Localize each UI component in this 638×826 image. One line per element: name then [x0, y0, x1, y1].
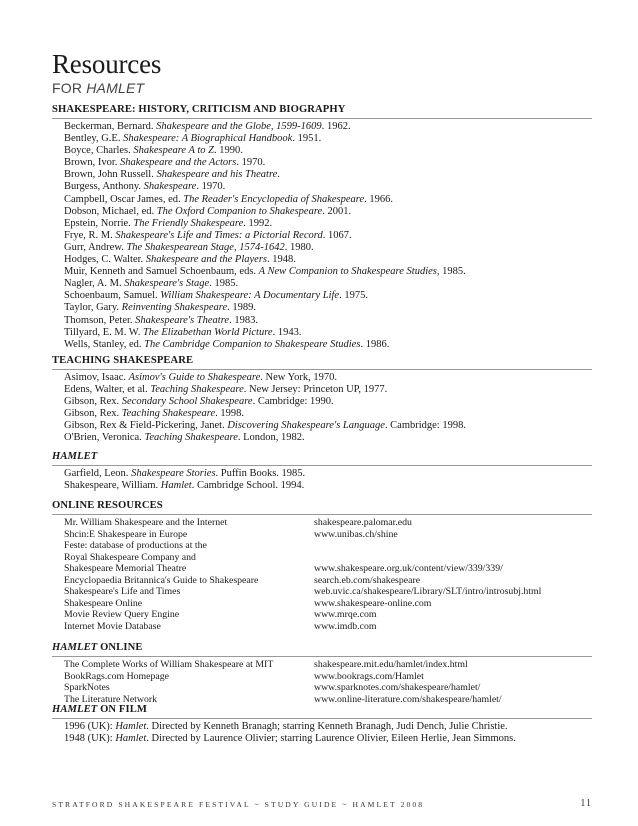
resource-name: Feste: database of productions at the — [64, 540, 207, 551]
section-heading: SHAKESPEARE: HISTORY, CRITICISM AND BIOGRAPHY — [52, 104, 346, 115]
entry-text: , 1985. — [436, 266, 466, 278]
list-item — [64, 302, 592, 314]
resource-name: The Complete Works of William Shakespeare at MIT — [64, 659, 274, 670]
resource-url: search.eb.com/shakespeare — [314, 574, 421, 586]
entry-text: . 1951. — [292, 133, 322, 145]
entry-text: . — [277, 169, 280, 181]
entry-text: . 1990. — [214, 145, 243, 157]
resource-name: The Literature Network — [64, 693, 158, 705]
entry-text: . Directed by Laurence Olivier; starring Laurence Olivier, Eileen Herlie, Jean Simmons. — [146, 733, 516, 745]
resource-url: www.imdb.com — [314, 620, 377, 632]
entry-text: . 1985. — [209, 278, 239, 290]
link-table — [52, 515, 592, 632]
resource-url: shakespeare.mit.edu/hamlet/index.html — [314, 659, 468, 670]
resource-name: Shakespeare Online — [64, 597, 143, 609]
section-heading: TEACHING SHAKESPEARE — [52, 355, 194, 366]
entry-title: Shakespeare — [143, 181, 197, 193]
entry-text: Gurr, Andrew. — [64, 241, 127, 253]
entry-title: The Reader's Encyclopedia of Shakespeare — [183, 193, 365, 205]
section-heading — [52, 703, 592, 716]
entry-text: Brown, John Russell. — [64, 169, 157, 181]
page-title: Resources — [52, 49, 162, 79]
subtitle-emph: HAMLET — [86, 80, 145, 96]
resource-name: Royal Shakespeare Company and — [64, 551, 196, 563]
section-heading-rest: ONLINE — [97, 642, 143, 653]
entry-title: The Cambridge Companion to Shakespeare Studies — [144, 338, 361, 350]
section-history — [52, 103, 592, 351]
list-item — [64, 315, 592, 327]
entry-text: . Directed by Kenneth Branagh; starring Kenneth Branagh, Judi Dench, Julie Christie. — [146, 721, 508, 732]
section-hamlet-online — [52, 641, 592, 705]
entry-title: Shakespeare's Stage — [124, 278, 210, 290]
entry-title: William Shakespeare: A Documentary Life — [160, 290, 340, 302]
section-heading: ONLINE RESOURCES — [52, 500, 163, 511]
resource-name: Encyclopaedia Britannica's Guide to Shakespeare — [64, 574, 259, 586]
list-item — [64, 468, 592, 480]
list-item — [64, 133, 592, 145]
list-item — [64, 480, 592, 492]
entry-title: Reinventing Shakespeare — [121, 302, 228, 314]
entry-list — [52, 119, 592, 351]
table-row — [64, 575, 592, 587]
entry-text: . Cambridge: 1998. — [384, 420, 466, 432]
table-row — [64, 517, 592, 529]
list-item — [64, 169, 592, 181]
entry-text: Nagler, A. M. — [64, 278, 125, 290]
entry-text: Beckerman, Bernard. — [64, 121, 157, 132]
entry-text: Garfield, Leon. — [64, 468, 132, 479]
entry-title: A New Companion to Shakespeare Studies — [258, 266, 437, 278]
list-item — [64, 157, 592, 169]
list-item — [64, 121, 592, 133]
page-subtitle — [52, 80, 144, 96]
list-item — [64, 432, 592, 444]
entry-text: . 1986. — [360, 338, 390, 350]
list-item — [64, 290, 592, 302]
resource-url: www.unibas.ch/shine — [314, 528, 398, 540]
table-row — [64, 671, 592, 683]
entry-text: Muir, Kenneth and Samuel Schoenbaum, eds. — [64, 266, 259, 278]
entry-title: The Friendly Shakespeare — [133, 217, 244, 229]
table-row — [64, 621, 592, 633]
resource-url: shakespeare.palomar.edu — [314, 517, 412, 528]
entry-text: Taylor, Gary. — [64, 302, 122, 314]
resource-name: SparkNotes — [64, 682, 110, 693]
entry-title: The Elizabethan World Picture — [142, 326, 273, 338]
entry-text: . 1983. — [229, 314, 258, 326]
entry-text: 1996 (UK): — [64, 721, 116, 732]
resource-name: Shakespeare's Life and Times — [64, 586, 181, 597]
section-hamlet — [52, 450, 592, 492]
entry-text: 1948 (UK): — [64, 733, 116, 745]
entry-text: Tillyard, E. M. W. — [64, 326, 143, 338]
entry-text: . 1980. — [284, 241, 314, 253]
list-item — [64, 396, 592, 408]
entry-title: Teaching Shakespeare — [144, 432, 238, 444]
entry-text: . 1948. — [267, 254, 296, 266]
entry-title: Shakespeare's Life and Times: a Pictorial Record — [115, 229, 323, 241]
resource-name: Shcin:E Shakespeare in Europe — [64, 528, 188, 540]
subtitle-prefix: FOR — [52, 80, 87, 96]
resource-name: Shakespeare Memorial Theatre — [64, 563, 187, 574]
section-heading — [52, 641, 592, 654]
resource-name: Internet Movie Database — [64, 620, 161, 632]
entry-text: . 1943. — [272, 326, 302, 338]
entry-title: Discovering Shakespeare's Language — [227, 420, 385, 432]
entry-text: . Puffin Books. 1985. — [215, 468, 306, 479]
entry-text: Gibson, Rex. — [64, 408, 122, 420]
section-heading — [52, 450, 592, 463]
section-online — [52, 499, 592, 632]
entry-text: Brown, Ivor. — [64, 157, 120, 169]
list-item — [64, 218, 592, 230]
entry-title: Asimov's Guide to Shakespeare — [128, 372, 261, 383]
entry-text: . Cambridge School. 1994. — [191, 480, 305, 492]
section-heading-emph: HAMLET — [52, 704, 98, 715]
entry-title: Hamlet — [160, 480, 192, 492]
entry-text: Boyce, Charles. — [64, 145, 134, 157]
entry-text: . 2001. — [322, 205, 352, 217]
entry-title: Shakespeare: A Biographical Handbook — [123, 133, 293, 145]
entry-text: Gibson, Rex. — [64, 396, 122, 408]
list-item — [64, 278, 592, 290]
link-table — [52, 657, 592, 705]
footer — [52, 800, 592, 809]
table-row — [64, 682, 592, 694]
entry-text: . 1962. — [321, 121, 351, 132]
section-heading-rest: ON FILM — [97, 704, 147, 715]
list-item — [64, 733, 592, 745]
entry-text: Campbell, Oscar James, ed. — [64, 193, 184, 205]
entry-list — [52, 370, 592, 445]
entry-title: Teaching Shakespeare — [150, 384, 244, 396]
entry-text: Hodges, C. Walter. — [64, 254, 146, 266]
entry-text: Bentley, G.E. — [64, 133, 124, 145]
section-teaching — [52, 354, 592, 445]
resource-url: www.online-literature.com/shakespeare/hamlet/ — [314, 693, 502, 705]
entry-title: The Oxford Companion to Shakespeare — [156, 205, 323, 217]
table-row — [64, 563, 592, 575]
entry-text: Asimov, Isaac. — [64, 372, 129, 383]
table-row — [64, 659, 592, 671]
entry-text: Gibson, Rex & Field-Pickering, Janet. — [64, 420, 228, 432]
page-number: 11 — [580, 798, 592, 809]
entry-title: Teaching Shakespeare — [121, 408, 216, 420]
entry-text: . 1998. — [215, 408, 245, 420]
resource-url: www.shakespeare.org.uk/content/view/339/339/ — [314, 563, 503, 574]
table-row — [64, 552, 592, 564]
list-item — [64, 230, 592, 242]
list-item — [64, 420, 592, 432]
resource-name: Movie Review Query Engine — [64, 609, 180, 620]
list-item — [64, 384, 592, 396]
resource-url: www.sparknotes.com/shakespeare/hamlet/ — [314, 682, 481, 693]
entry-title: Shakespeare's Theatre — [135, 314, 230, 326]
table-row — [64, 609, 592, 621]
list-item — [64, 408, 592, 420]
entry-title: Secondary School Shakespeare — [121, 396, 253, 408]
entry-text: . New York, 1970. — [260, 372, 337, 383]
entry-title: Shakespeare A to Z — [133, 145, 214, 157]
entry-text: . New Jersey: Princeton UP, 1977. — [243, 384, 388, 396]
entry-text: . 1975. — [339, 290, 368, 302]
resource-url: www.bookrags.com/Hamlet — [314, 670, 424, 682]
entry-text: Schoenbaum, Samuel. — [64, 290, 161, 302]
list-item — [64, 181, 592, 193]
table-row — [64, 529, 592, 541]
list-item — [64, 721, 592, 733]
entry-list — [52, 719, 592, 745]
entry-text: . 1970. — [196, 181, 226, 193]
list-item — [64, 372, 592, 384]
entry-text: . 1966. — [364, 193, 394, 205]
resource-url: web.uvic.ca/shakespeare/Library/SLT/intro/introsubj.html — [314, 586, 542, 597]
section-film — [52, 703, 592, 745]
section-heading-emph: HAMLET — [52, 451, 98, 462]
entry-text: . 1067. — [322, 229, 352, 241]
entry-text: Thomson, Peter. — [64, 314, 136, 326]
list-item — [64, 339, 592, 351]
table-row — [64, 598, 592, 610]
entry-text: Frye, R. M. — [64, 229, 116, 241]
resource-name: BookRags.com Homepage — [64, 670, 170, 682]
entry-title: The Shakespearean Stage, 1574-1642 — [126, 241, 285, 253]
resource-name: Mr. William Shakespeare and the Internet — [64, 517, 228, 528]
entry-text: . 1989. — [227, 302, 256, 314]
entry-text: Burgess, Anthony. — [64, 181, 144, 193]
entry-text: . London, 1982. — [237, 432, 305, 444]
list-item — [64, 327, 592, 339]
entry-text: . Cambridge: 1990. — [252, 396, 334, 408]
list-item — [64, 242, 592, 254]
entry-text: Epstein, Norrie. — [64, 217, 134, 229]
section-heading-emph: HAMLET — [52, 642, 98, 653]
entry-text: Dobson, Michael, ed. — [64, 205, 157, 217]
list-item — [64, 145, 592, 157]
entry-title: Hamlet — [115, 733, 147, 745]
entry-title: Shakespeare and his Theatre — [156, 169, 278, 181]
entry-title: Shakespeare and the Players — [145, 254, 267, 266]
table-row — [64, 540, 592, 552]
entry-title: Shakespeare Stories — [131, 468, 216, 479]
list-item — [64, 194, 592, 206]
entry-text: Edens, Walter, et al. — [64, 384, 151, 396]
entry-text: . 1970. — [236, 157, 266, 169]
list-item — [64, 254, 592, 266]
footer-text: STRATFORD SHAKESPEARE FESTIVAL ~ STUDY GUIDE ~ HAMLET 2008 — [52, 800, 425, 809]
entry-text: . 1992. — [243, 217, 273, 229]
entry-title: Hamlet — [115, 721, 147, 732]
entry-text: Wells, Stanley, ed. — [64, 338, 145, 350]
resource-url: www.mrqe.com — [314, 609, 377, 620]
entry-text: Shakespeare, William. — [64, 480, 161, 492]
list-item — [64, 206, 592, 218]
table-row — [64, 586, 592, 598]
entry-title: Shakespeare and the Actors — [120, 157, 237, 169]
entry-list — [52, 466, 592, 492]
list-item — [64, 266, 592, 278]
entry-title: Shakespeare and the Globe, 1599-1609 — [156, 121, 322, 132]
entry-text: O'Brien, Veronica. — [64, 432, 145, 444]
resource-url: www.shakespeare-online.com — [314, 597, 432, 609]
